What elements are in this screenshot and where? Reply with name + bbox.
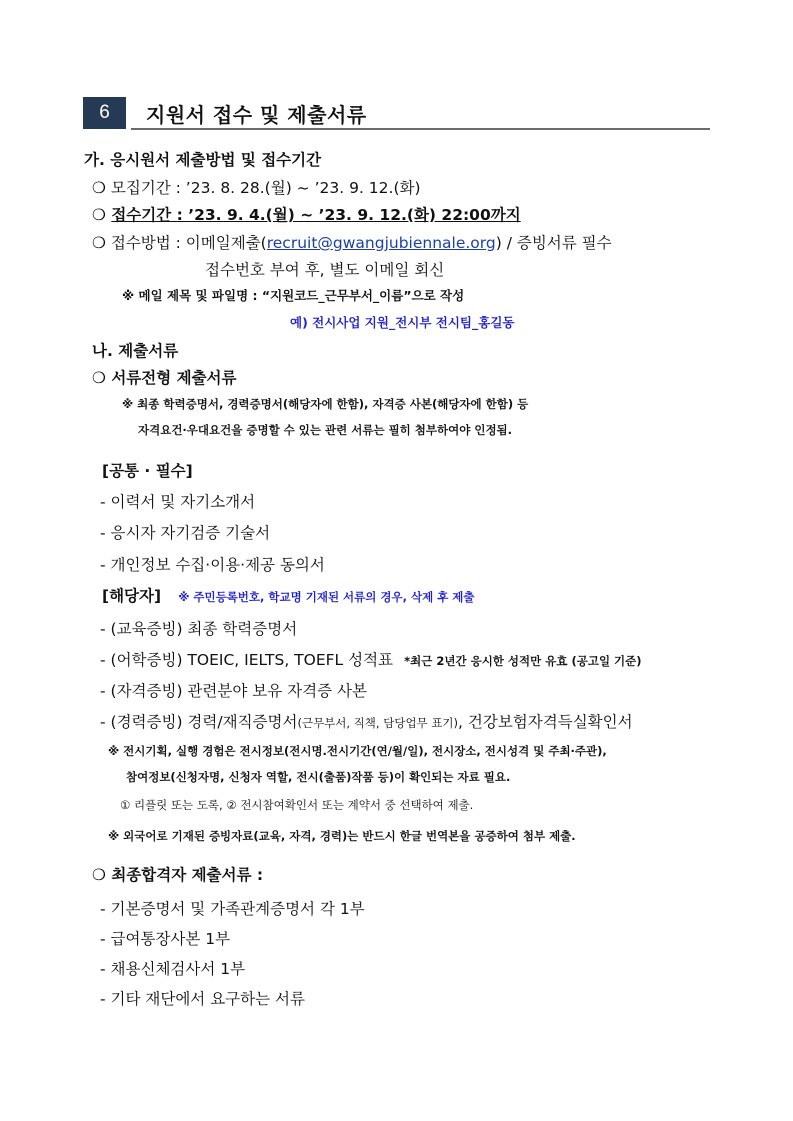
common-required-label: [공통 · 필수] (102, 462, 193, 480)
recruit-period-row (92, 176, 421, 198)
final-item: - 기타 재단에서 요구하는 서류 (100, 990, 305, 1008)
section-number-box (83, 97, 126, 129)
experience-note-line2: 참여정보(신청자명, 신청자 역할, 전시(출품)작품 등)이 확인되는 자료 필요. (126, 770, 511, 784)
mail-subject-example: 예) 전시사업 지원_전시부 전시팀_홍길동 (290, 315, 515, 330)
circle-bullet-icon: ❍ (92, 206, 106, 224)
final-docs-title-row (92, 863, 263, 885)
final-item: - 기본증명서 및 가족관계증명서 각 1부 (100, 900, 365, 918)
method-suffix: ) / 증빙서류 필수 (495, 234, 612, 252)
applicable-item-career-c: , 건강보험자격득실확인서 (458, 713, 633, 731)
recruit-email-link[interactable]: recruit@gwangjubiennale.org (266, 234, 496, 252)
applicable-row (102, 584, 475, 606)
applicable-item-career-b: (근무부서, 직책, 담당업무 표기) (297, 716, 459, 730)
doc-screening-note-line1: ※ 최종 학력증명서, 경력증명서(해당자에 한함), 자격증 사본(해당자에 한함) 등 (122, 397, 529, 411)
circle-bullet-icon: ❍ (92, 369, 106, 387)
applicable-item-career-row (100, 710, 633, 732)
circle-bullet-icon: ❍ (92, 179, 106, 197)
section-title-rule (131, 128, 710, 130)
experience-note-line3: ① 리플릿 또는 도록, ② 전시참여확인서 또는 계약서 중 선택하여 제출. (120, 798, 474, 812)
receipt-period-row (92, 203, 521, 225)
section-number: 6 (99, 102, 110, 123)
recruit-period-text: 모집기간 : ’23. 8. 28.(월) ~ ’23. 9. 12.(화) (110, 179, 421, 197)
applicable-label: [해당자] (102, 587, 162, 605)
part-b-heading: 나. 제출서류 (92, 342, 179, 360)
applicable-note: ※ 주민등록번호, 학교명 기재된 서류의 경우, 삭제 후 제출 (178, 590, 475, 604)
applicable-item-lang-row (100, 648, 642, 670)
final-item: - 채용신체검사서 1부 (100, 960, 246, 978)
part-a-heading: 가. 응시원서 제출방법 및 접수기간 (84, 151, 322, 169)
common-item: - 개인정보 수집·이용·제공 동의서 (100, 556, 325, 574)
doc-screening-note-line2: 자격요건·우대요건을 증명할 수 있는 관련 서류는 필히 첨부하여야 인정됨. (138, 423, 513, 437)
experience-note-line1: ※ 전시기획, 실행 경험은 전시정보(전시명.전시기간(연/월/일), 전시장소, 전시성격 및 주최·주관), (108, 744, 607, 758)
final-docs-title: 최종합격자 제출서류 : (111, 866, 264, 884)
section-title: 지원서 접수 및 제출서류 (146, 103, 367, 127)
foreign-language-note: ※ 외국어로 기재된 증빙자료(교육, 자격, 경력)는 반드시 한글 번역본을 공증하여 첨부 제출. (108, 829, 576, 843)
receipt-period-text: 접수기간 : ’23. 9. 4.(월) ~ ’23. 9. 12.(화) 22:00까지 (111, 206, 521, 224)
method-row (92, 231, 612, 253)
mail-subject-note: ※ 메일 제목 및 파일명 : “지원코드_근무부서_이름”으로 작성 (122, 288, 465, 303)
method-line2: 접수번호 부여 후, 별도 이메일 회신 (205, 261, 445, 279)
common-item: - 응시자 자기검증 기술서 (100, 524, 271, 542)
circle-bullet-icon: ❍ (92, 234, 106, 252)
applicable-item-cert: - (자격증빙) 관련분야 보유 자격증 사본 (100, 682, 367, 700)
doc-screening-title: 서류전형 제출서류 (111, 369, 237, 387)
applicable-item-edu: - (교육증빙) 최종 학력증명서 (100, 620, 298, 638)
applicable-item-lang-note: *최근 2년간 응시한 성적만 유효 (공고일 기준) (404, 654, 642, 668)
method-prefix: 접수방법 : 이메일제출( (110, 234, 267, 252)
common-item: - 이력서 및 자기소개서 (100, 493, 256, 511)
final-item: - 급여통장사본 1부 (100, 930, 231, 948)
circle-bullet-icon: ❍ (92, 866, 106, 884)
applicable-item-lang: - (어학증빙) TOEIC, IELTS, TOEFL 성적표 (100, 651, 394, 669)
applicable-item-career-a: - (경력증빙) 경력/재직증명서 (100, 713, 298, 731)
doc-screening-title-row (92, 366, 237, 388)
